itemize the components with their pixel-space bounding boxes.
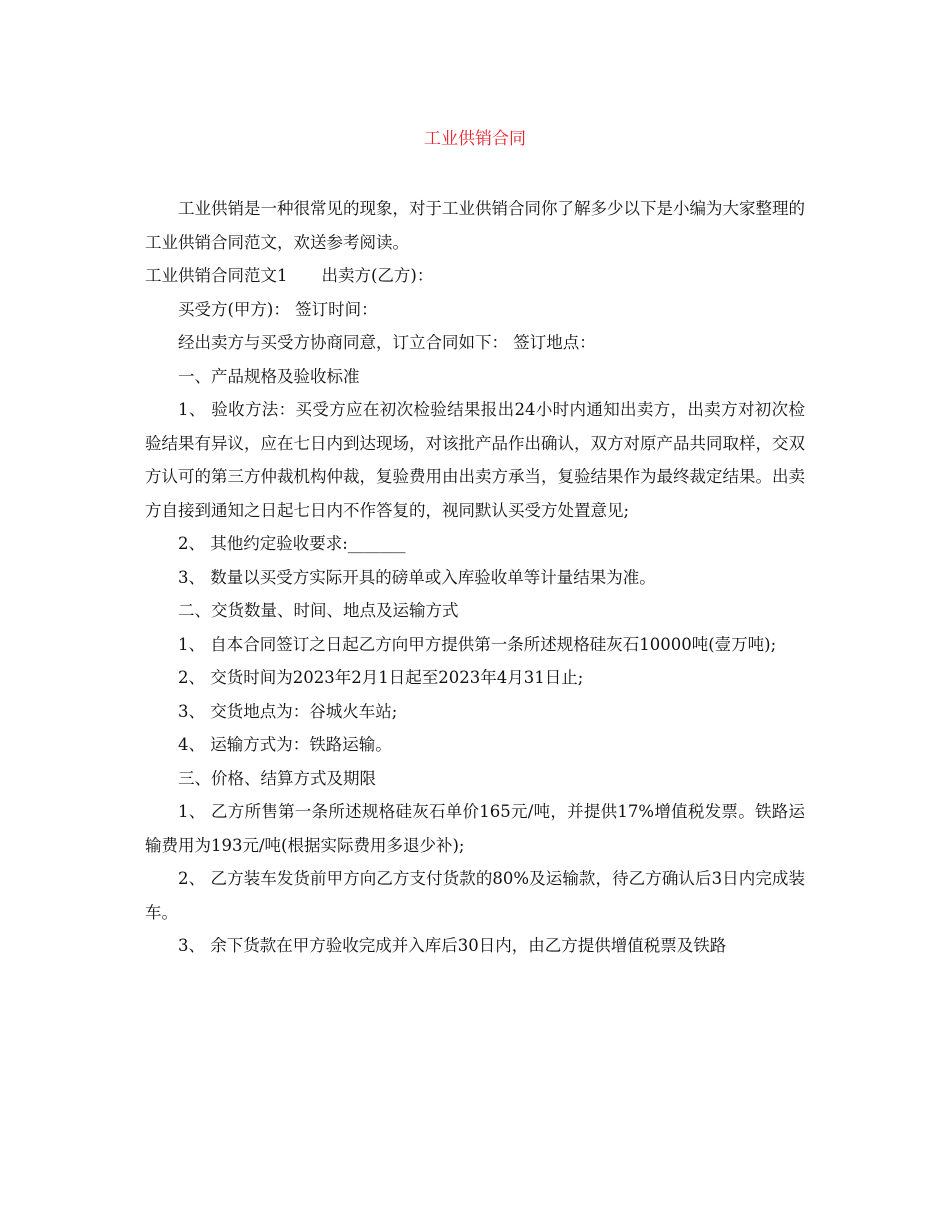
section-2-item-4: 4、 运输方式为：铁路运输。 (178, 735, 392, 754)
seller-label: 出卖方(乙方)： (321, 266, 434, 285)
document-title: 工业供销合同 (424, 129, 526, 149)
document-body (145, 192, 805, 963)
section-2-item-3: 3、 交货地点为：谷城火车站; (178, 701, 398, 721)
section-2-item-1: 1、 自本合同签订之日起乙方向甲方提供第一条所述规格硅灰石10000吨(壹万吨); (178, 634, 777, 654)
section-1-item-1: 1、 验收方法：买受方应在初次检验结果报出24小时内通知出卖方，出卖方对初次检验结果有异议，应在七日内到达现场，对该批产品作出确认，双方对原产品共同取样，交双方认可的第三方仲裁机构仲裁，复验费用由出卖方承当，复验结果作为最终裁定结果。出卖方自接到通知之日起七日内不作答复的，视同默认买受方处置意见; (145, 400, 805, 520)
section-heading-2: 二、交货数量、时间、地点及运输方式 (178, 601, 459, 620)
section-heading-3: 三、价格、结算方式及期限 (178, 768, 376, 788)
section-1-item-2: 2、 其他约定验收要求:_______ (178, 534, 406, 553)
buyer-line: 买受方(甲方)： 签订时间： (178, 299, 378, 319)
section-2-item-2: 2、 交货时间为2023年2月1日起至2023年4月31日止; (178, 668, 584, 687)
section-3-item-1: 1、 乙方所售第一条所述规格硅灰石单价165元/吨，并提供17%增值税发票。铁路运输费用为193元/吨(根据实际费用多退少补); (145, 802, 805, 855)
section-3-item-2: 2、 乙方装车发货前甲方向乙方支付货款的80%及运输款，待乙方确认后3日内完成装车。 (145, 869, 805, 922)
section-3-item-3: 3、 余下货款在甲方验收完成并入库后30日内，由乙方提供增值税票及铁路 (178, 936, 727, 955)
section-heading-1: 一、产品规格及验收标准 (178, 366, 360, 386)
section-1-item-3: 3、 数量以买受方实际开具的磅单或入库验收单等计量结果为准。 (178, 567, 656, 587)
sample-heading-line (145, 259, 805, 293)
sample-title: 工业供销合同范文1 (145, 266, 288, 285)
agreement-line: 经出卖方与买受方协商同意，订立合同如下： 签订地点： (178, 333, 596, 352)
intro-paragraph: 工业供销是一种很常见的现象，对于工业供销合同你了解多少以下是小编为大家整理的工业供销合同范文，欢送参考阅读。 (145, 199, 805, 252)
